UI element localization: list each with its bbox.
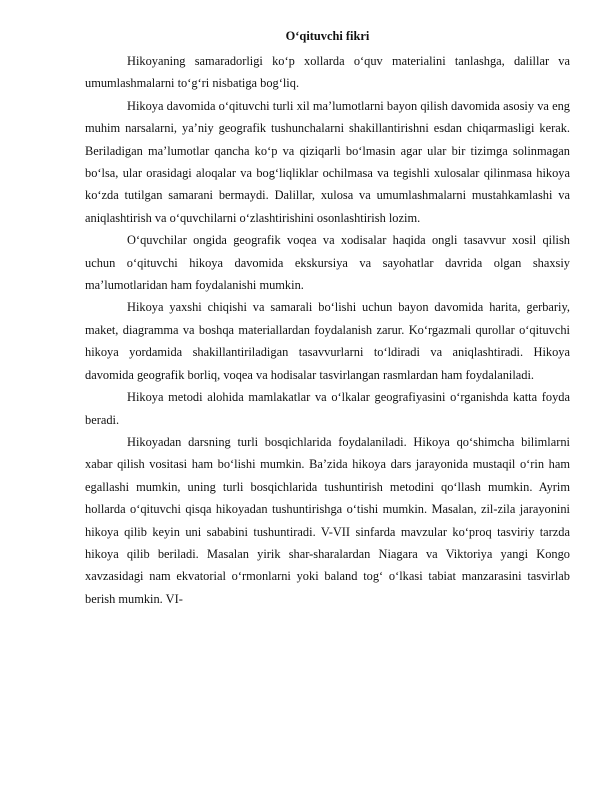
document-title: O‘qituvchi fikri xyxy=(285,29,370,43)
paragraph-4: Hikoya yaxshi chiqishi va samarali bo‘lishi uchun bayon davomida harita, gerbariy, maket, diagramma va boshqa materiallardan foydalanish zarur. Ko‘rgazmali qurollar o‘qituvchi hikoya yordamida shakillantiriladigan tasavvurlarni to‘ldiradi va aniqlashtiradi. Hikoya davomida geografik borliq, voqea va hodisalar tasvirlangan rasmlardan ham foydalaniladi. xyxy=(85,300,570,382)
paragraph-1: Hikoyaning samaradorligi ko‘p xollarda o‘quv materialini tanlashga, dalillar va umumlashmalarni to‘g‘ri nisbatiga bog‘liq. xyxy=(85,54,570,91)
document-page xyxy=(85,28,570,610)
paragraph-6: Hikoyadan darsning turli bosqichlarida foydalaniladi. Hikoya qo‘shimcha bilimlarni xabar qilish vositasi ham bo‘lishi mumkin. Ba’zida hikoya dars jarayonida mustaqil o‘rin ham egallashi mumkin, uning turli bosqichlarida tushuntirish metodini qo‘llash mumkin. Ayrim hollarda o‘qituvchi qisqa hikoyadan tushuntirishga o‘tishi mumkin. Masalan, zil-zila jarayonini hikoya qilib keyin uni sababini tushuntiradi. V-VII sinfarda mavzular ko‘proq tasviriy tarzda hikoya qilib beriladi. Masalan yirik shar-sharalardan Niagara va Viktoriya yangi Kongo xavzasidagi nam ekvatorial o‘rmonlarni yoki baland tog‘ o‘lkasi tabiat manzarasini tasvirlab berish mumkin. VI- xyxy=(85,434,570,606)
paragraph-3: O‘quvchilar ongida geografik voqea va xodisalar haqida ongli tasavvur xosil qilish uchun o‘qituvchi hikoya davomida ekskursiya va sayohatlar davrida olgan shaxsiy ma’lumotlaridan ham foydalanishi mumkin. xyxy=(85,233,570,293)
paragraph-2: Hikoya davomida o‘qituvchi turli xil ma’lumotlarni bayon qilish davomida asosiy va eng muhim narsalarni, ya’niy geografik tushunchalarni shakillantirishni esdan chiqarmasligi kerak. Beriladigan ma’lumotlar qancha ko‘p va qiziqarli bo‘lmasin agar ular bir tizimga solinmagan bo‘lsa, ular orasidagi aloqalar va bog‘liqliklar ochilmasa va tegishli xulosalar qilinmasa hikoya ko‘zda tutilgan samarani bermaydi. Dalillar, xulosa va umumlashmalarni mustahkamlashi va aniqlashtirish va o‘quvchilarni o‘zlashtirishini osonlashtirish lozim. xyxy=(85,98,570,225)
paragraph-5: Hikoya metodi alohida mamlakatlar va o‘lkalar geografiyasini o‘rganishda katta foyda beradi. xyxy=(85,390,570,427)
